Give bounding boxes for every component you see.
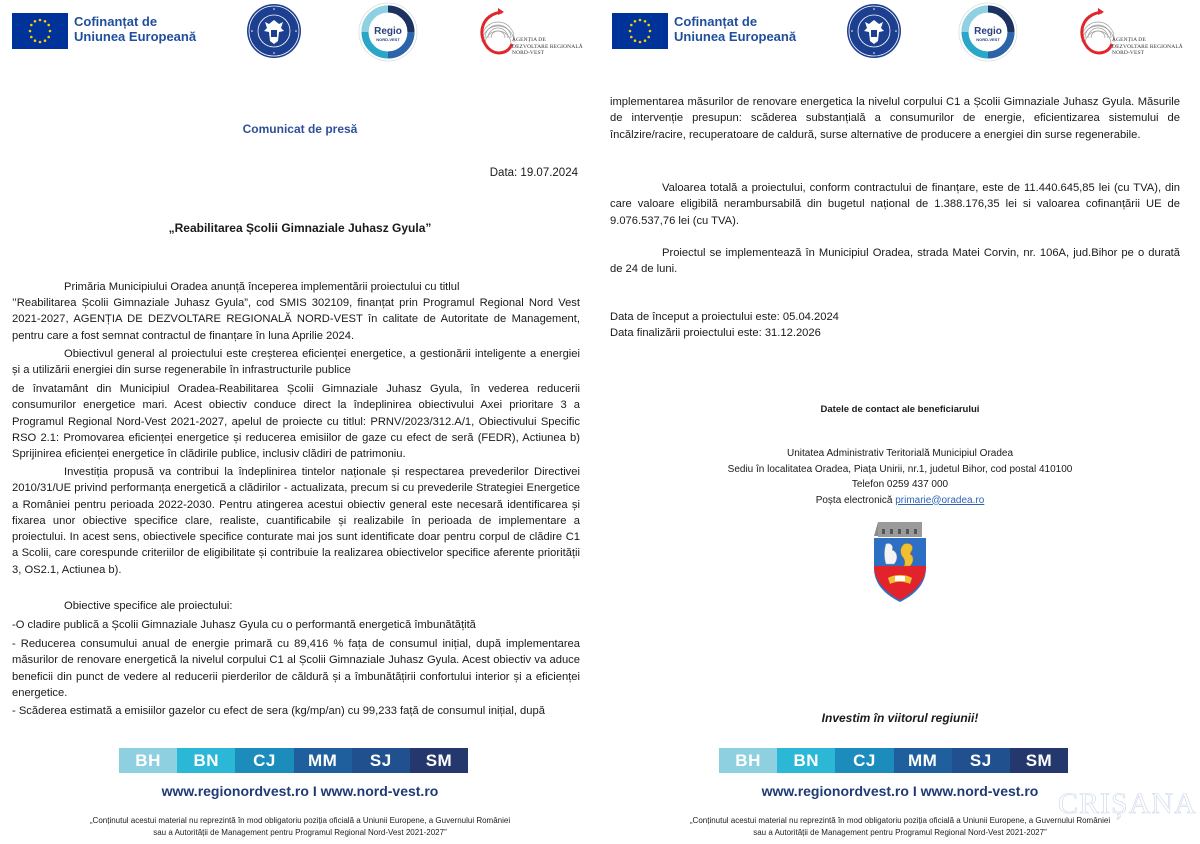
header-logos (0, 0, 600, 64)
objective-item-1: -O cladire publică a Școlii Gimnaziale Juhasz Gyula cu o performantă energetică îmbunătățită (12, 619, 476, 631)
paragraph-investment: Investiția propusă va contribui la îndeplinirea tintelor naționale și respectarea prevederilor Directivei 2010/31/UE privind performanța energetică a clădirilor - actualizata, precum si cu prevederile Strategiei Energetice a României pentru perioada 2022-2030. Pentru atingerea acestui obiectiv general este necesară identificarea și fixarea unor obiective specifice clare, realiste, cuantificabile și realizabile în perioada de implementare a proiectului. In acest sens, obiectivele specifice conturate mai jos sunt identificate doar pentru corpul de clădire C1 a Scolii, care corespunde criteriilor de eligibilitate și contribuie la realizarea obiectivelor specifice aferente priorității 3, OS2.1, Actiunea b). (12, 466, 580, 576)
release-date: Data: 19.07.2024 (489, 167, 578, 179)
objective-item-2: - Reducerea consumului anual de energie primară cu 89,416 % fața de consumul inițial, după implementarea măsurilor de renovare energetică la nivelul corpului C1 al Școlii Gimnaziale Juhasz Gyula. Acest obiectiv va aduce beneficii din punct de vedere al reducerii pierderilor de căldură și a îmbunătățirii confortului interior și a eficienței energetice. (12, 638, 580, 699)
paragraph-project-info: ’’Reabilitarea Școlii Gimnaziale Juhasz Gyula”, cod SMIS 302109, finanțat prin Programul Regional Nord Vest 2021-2027, AGENȚIA DE DEZVOLTARE REGIONALĂ NORD-VEST în calitate de Autoritate de Management, pentru care a fost semnat contractul de finanțare în luna Aprilie 2024. (12, 297, 580, 342)
project-start-date: Data de început a proiectului este: 05.04.2024 (610, 311, 839, 323)
region-codes-bar (119, 748, 468, 773)
eu-flag-icon (12, 13, 68, 49)
paragraph-objective-details: de învatamânt din Municipiul Oradea-Reabilitarea Școlii Gimnaziale Juhasz Gyula, în vederea reducerii consumurilor energetice mari. Acest obiectiv conduce direct la îndeplinirea obiectivului Axei prioritare 3 a Programul Regional Nord-Vest 2021-2027, apelul de proiecte cu titlul: PRNV/2023/312.A/1, Obiectivului Specific RSO 2.1: Promovarea eficienței energetice și reducerea emisiilor de gaze cu efect de seră (FEDR), Actiunea b) Sprijinirea eficienței energetice în clădirile publice, inclusiv clădiri de patrimoniu. (12, 383, 580, 461)
project-end-date: Data finalizării proiectului este: 31.12.2026 (610, 327, 821, 339)
eu-text-line2: Uniunea Europeană (74, 29, 197, 44)
svg-text:NORD-VEST: NORD-VEST (376, 37, 400, 42)
region-cj: CJ (235, 748, 293, 773)
adr-text-line2: DEZVOLTARE REGIONALĂ (512, 43, 583, 50)
press-release-label: Comunicat de presă (242, 122, 358, 136)
footer-disclaimer (0, 815, 600, 839)
footer-urls[interactable]: www.regionordvest.ro I www.nord-vest.ro (161, 783, 439, 799)
adr-text-line1: AGENȚIA DE (1112, 37, 1146, 43)
header-logos (600, 0, 1200, 64)
region-bh: BH (719, 748, 777, 773)
region-bh: BH (119, 748, 177, 773)
guvernul-romaniei-seal-icon (246, 3, 302, 59)
adr-text (512, 37, 583, 57)
adr-nord-vest-logo-icon (1072, 4, 1192, 60)
objective-item-3: - Scăderea estimată a emisiilor gazelor cu efect de sera (kg/mp/an) cu 99,233 față de consumul inițial, după (12, 705, 545, 717)
oradea-coat-of-arms-icon (868, 518, 932, 604)
contact-phone: Telefon 0259 437 000 (851, 479, 949, 490)
disclaimer-line1: „Conținutul acestui material nu reprezintă în mod obligatoriu poziția oficială a Uniunii Europene, a Guvernului României (689, 816, 1111, 825)
disclaimer-line1: „Conținutul acestui material nu reprezintă în mod obligatoriu poziția oficială a Uniunii Europene, a Guvernului României (89, 816, 511, 825)
paragraph-intervention-measures: implementarea măsurilor de renovare energetica la nivelul corpului C1 a Școlii Gimnaziale Juhasz Gyula. Măsurile de intervenție presupun: scăderea substanțială a consumurilor de energie, eficientizarea sistemului de încălzire/racire, recuperatoare de caldură, surse alternative de producere a energiei din surse regenerabile. (610, 96, 1180, 141)
eu-cofinancing-label (674, 14, 796, 44)
adr-text-line2: DEZVOLTARE REGIONALĂ (1112, 43, 1183, 50)
paragraph-project-value: Valoarea totală a proiectului, conform contractului de finanțare, este de 11.440.645,85 lei (cu TVA), din care valoare eligibilă nerambursabilă din bugetul național de 1.388.176,35 lei si valoarea cofinanțării UE de 9.076.537,76 lei (cu TVA). (610, 182, 1180, 227)
eu-text-line1: Cofinanțat de (674, 14, 758, 29)
adr-text-line3: NORD-VEST (512, 50, 545, 56)
region-codes-bar (719, 748, 1068, 773)
region-bn: BN (177, 748, 235, 773)
slogan: Investim în viitorul regiunii! (821, 711, 979, 725)
contact-address: Sediu în localitatea Oradea, Piața Unirii, nr.1, judetul Bihor, cod postal 410100 (727, 463, 1073, 475)
svg-text:Regio: Regio (374, 26, 402, 37)
region-sm: SM (410, 748, 468, 773)
specific-objectives-heading: Obiective specifice ale proiectului: (64, 600, 233, 612)
paragraph-intro-line: Primăria Municipiului Oradea anunță începerea implementării proiectului cu titlul (64, 281, 460, 293)
contact-email-link[interactable]: primarie@oradea.ro (895, 494, 985, 506)
adr-text-line3: NORD-VEST (1112, 50, 1145, 56)
eu-text-line1: Cofinanțat de (74, 14, 158, 29)
disclaimer-line2: sau a Autorității de Management pentru Programul Regional Nord-Vest 2021-2027” (153, 828, 447, 837)
project-title: „Reabilitarea Școlii Gimnaziale Juhasz Gyula” (168, 221, 432, 235)
adr-text (1112, 37, 1183, 57)
contact-email-row (600, 493, 1200, 509)
disclaimer-line2: sau a Autorității de Management pentru Programul Regional Nord-Vest 2021-2027” (753, 828, 1047, 837)
eu-text-line2: Uniunea Europeană (674, 29, 797, 44)
region-bn: BN (777, 748, 835, 773)
eu-cofinancing-label (74, 14, 196, 44)
region-sj: SJ (952, 748, 1010, 773)
regio-nord-vest-logo-icon (358, 2, 418, 62)
svg-text:Regio: Regio (974, 26, 1002, 37)
paragraph-location-duration: Proiectul se implementează în Municipiul Oradea, strada Matei Corvin, nr. 106A, jud.Bihor pe o durată de 24 de luni. (610, 247, 1180, 276)
svg-text:NORD-VEST: NORD-VEST (976, 37, 1000, 42)
contact-email-label: Poșta electronică (815, 494, 893, 506)
contact-heading: Datele de contact ale beneficiarului (820, 404, 980, 415)
region-mm: MM (294, 748, 352, 773)
adr-nord-vest-logo-icon (472, 4, 592, 60)
region-mm: MM (894, 748, 952, 773)
paragraph-general-objective: Obiectivul general al proiectului este creșterea eficienței energetice, a gestionării inteligente a energiei și a utilizării energiei din surse regenerabile în infrastructurile publice (12, 348, 580, 377)
region-sj: SJ (352, 748, 410, 773)
region-cj: CJ (835, 748, 893, 773)
contact-institution: Unitatea Administrativ Teritorială Municipiul Oradea (786, 448, 1014, 459)
contact-details (600, 446, 1200, 508)
region-sm: SM (1010, 748, 1068, 773)
regio-nord-vest-logo-icon (958, 2, 1018, 62)
guvernul-romaniei-seal-icon (846, 3, 902, 59)
footer-urls[interactable]: www.regionordvest.ro I www.nord-vest.ro (761, 783, 1039, 799)
eu-flag-icon (612, 13, 668, 49)
crisana-watermark: CRIȘANA (1058, 787, 1197, 820)
adr-text-line1: AGENȚIA DE (512, 37, 546, 43)
